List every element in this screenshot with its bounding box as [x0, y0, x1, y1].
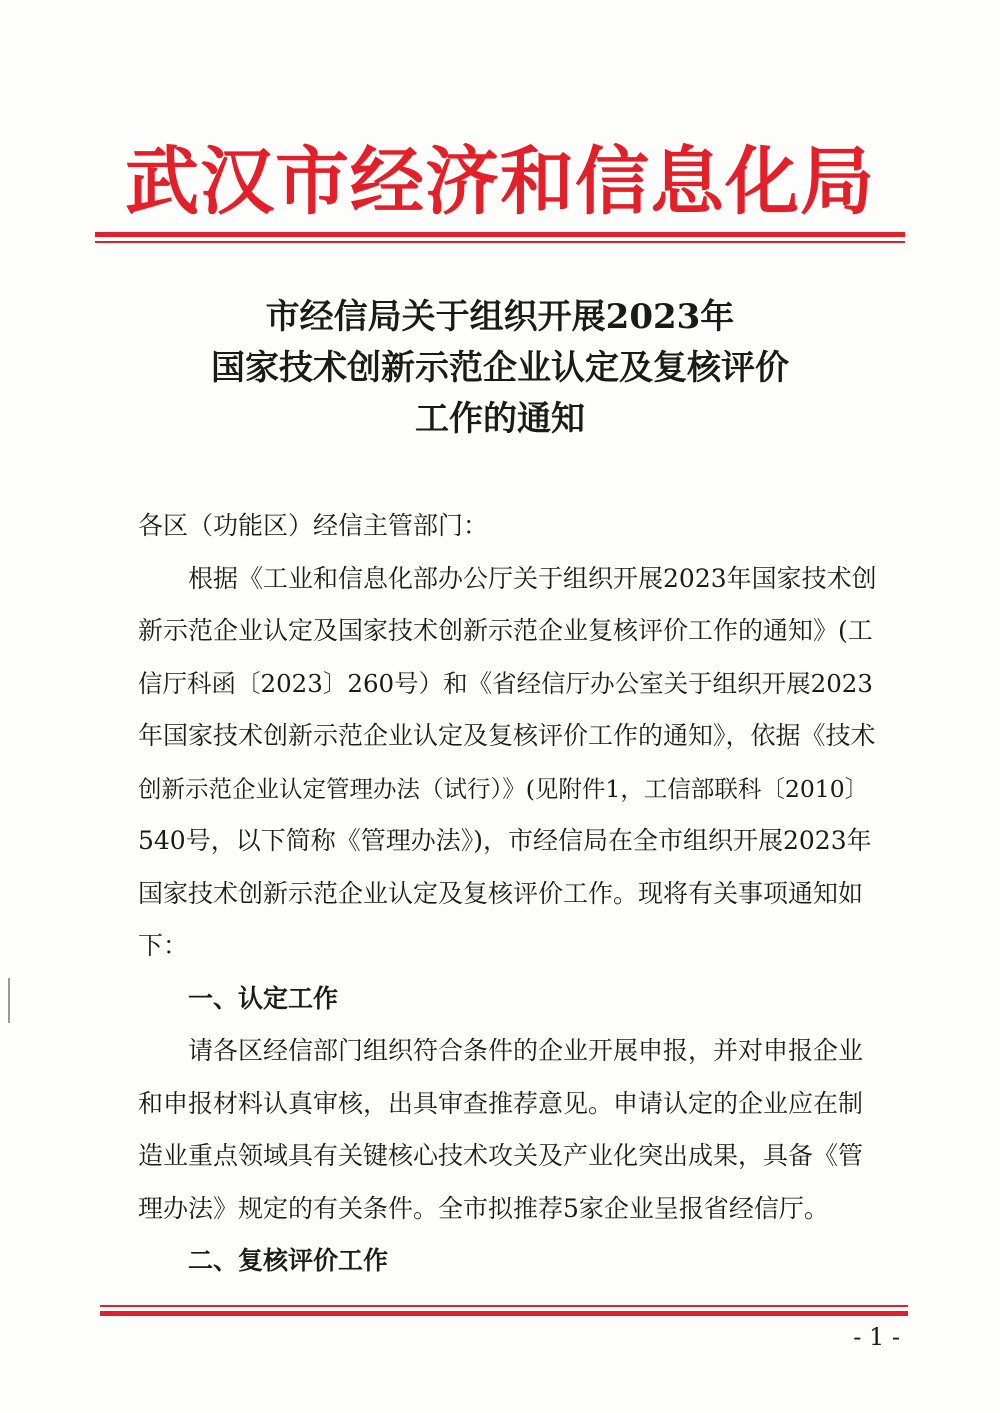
footer-rule-thin [100, 1305, 908, 1307]
section-heading-2: 二、复核评价工作 [188, 1246, 389, 1275]
intro-line: 540号，以下简称《管理办法》)，市经信局在全市组织开展2023年 [138, 826, 872, 855]
title-line-3: 工作的通知 [415, 399, 585, 439]
section1-line: 请各区经信部门组织符合条件的企业开展申报，并对申报企业 [188, 1036, 864, 1065]
intro-line: 国家技术创新示范企业认定及复核评价工作。现将有关事项通知如 [138, 878, 864, 908]
masthead-rule-thin [95, 241, 905, 243]
document-body [138, 500, 883, 1288]
page-number: - 1 - [853, 1323, 900, 1351]
intro-line: 年国家技术创新示范企业认定及复核评价工作的通知》，依据《技术 [138, 721, 876, 750]
masthead-rule-thick [95, 232, 905, 237]
title-line-2: 国家技术创新示范企业认定及复核评价 [211, 348, 789, 388]
title-line-1: 市经信局关于组织开展2023年 [265, 297, 735, 337]
section-heading-1: 一、认定工作 [188, 983, 339, 1013]
intro-line: 根据《工业和信息化部办公厅关于组织开展2023年国家技术创 [188, 563, 877, 593]
document-title [100, 292, 900, 445]
masthead-title: 武汉市经济和信息化局 [125, 139, 875, 225]
intro-line: 下： [138, 931, 189, 960]
salutation: 各区（功能区）经信主管部门： [138, 511, 489, 540]
section1-line: 理办法》规定的有关条件。全市拟推荐5家企业呈报省经信厅。 [138, 1193, 829, 1223]
intro-line: 创新示范企业认定管理办法（试行）》(见附件1，工信部联科〔2010〕 [138, 774, 869, 803]
intro-line: 新示范企业认定及国家技术创新示范企业复核评价工作的通知》(工 [138, 616, 873, 645]
scan-margin-mark [8, 978, 10, 1023]
footer-rule-thick [100, 1311, 908, 1316]
intro-line: 信厅科函〔2023〕260号）和《省经信厅办公室关于组织开展2023 [138, 668, 873, 698]
section1-line: 造业重点领域具有关键核心技术攻关及产业化突出成果，具备《管 [138, 1141, 864, 1170]
section1-line: 和申报材料认真审核，出具审查推荐意见。申请认定的企业应在制 [138, 1088, 864, 1118]
